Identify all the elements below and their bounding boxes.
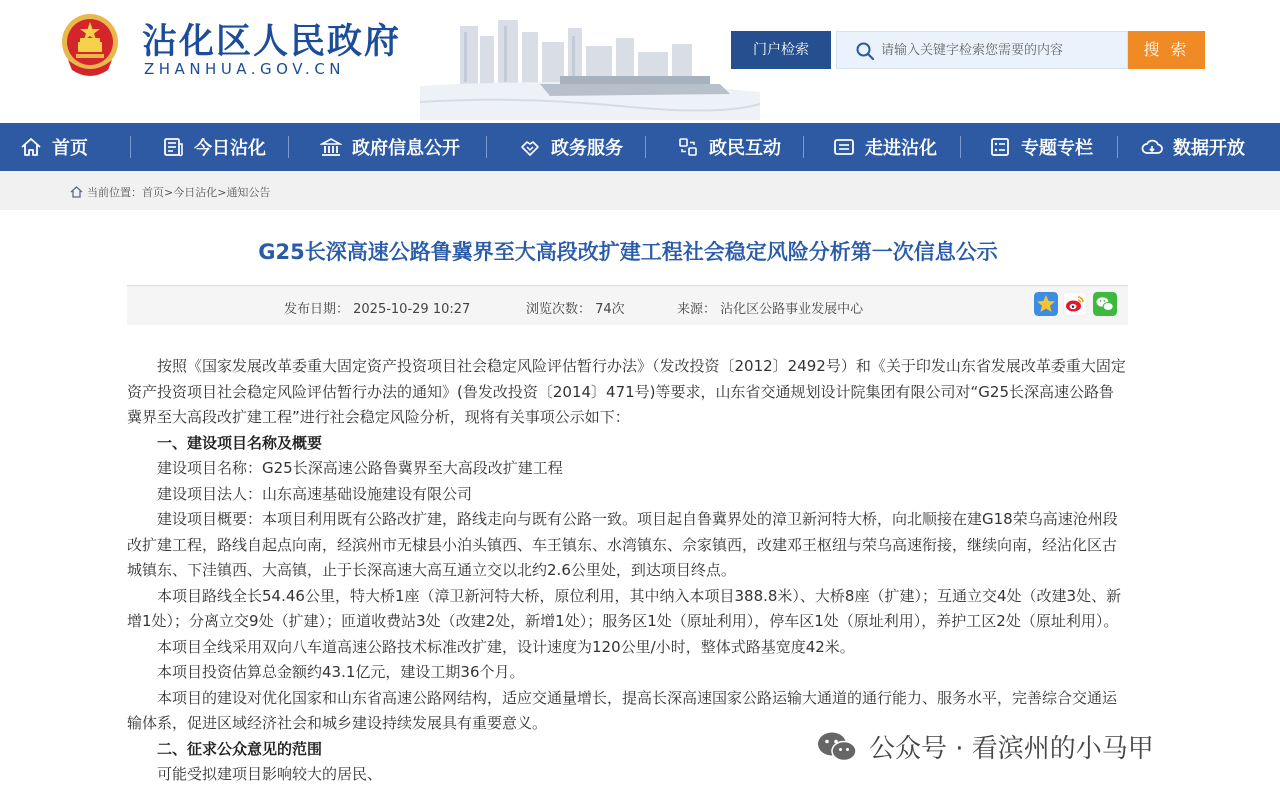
search-button[interactable]: 搜 索 xyxy=(1128,31,1205,69)
wechat-share-icon[interactable] xyxy=(1093,292,1117,316)
view-count: 浏览次数： 74次 xyxy=(526,302,625,317)
card-icon xyxy=(833,136,855,158)
breadcrumb-prefix: 当前位置： xyxy=(87,186,142,199)
nav-label: 专题专栏 xyxy=(1021,138,1093,159)
watermark xyxy=(815,728,1154,765)
section-heading: 一、建设项目名称及概要 xyxy=(157,433,323,452)
breadcrumb-separator: > xyxy=(164,185,174,199)
site-domain: ZHANHUA.GOV.CN xyxy=(144,60,346,78)
nav-label: 走进沾化 xyxy=(865,138,937,159)
paragraph: 本项目路线全长54.46公里，特大桥1座（漳卫新河特大桥，原位利用，其中纳入本项目388.8米）、大桥8座（扩建）；互通立交4处（改建3处、新增1处）；分离立交9处（扩建）；匝道收费站3处（改建2处，新增1处）；服务区1处（原址利用），停车区1处（原址利用），养护工区2处（原址利用）。 xyxy=(127,586,1122,630)
site-header xyxy=(0,0,1280,123)
handshake-icon xyxy=(519,136,541,158)
nav-divider xyxy=(803,136,804,158)
article-title: G25长深高速公路鲁冀界至大高段改扩建工程社会稳定风险分析第一次信息公示 xyxy=(258,240,998,264)
weibo-share-icon[interactable] xyxy=(1063,292,1087,316)
breadcrumb-home-link[interactable]: 首页 xyxy=(142,186,164,199)
nav-divider xyxy=(288,136,289,158)
article-body xyxy=(127,354,1128,788)
nav-label: 政民互动 xyxy=(709,138,781,159)
qzone-share-icon[interactable] xyxy=(1034,292,1058,316)
nav-item-open-data[interactable] xyxy=(1141,123,1245,171)
nav-item-about[interactable] xyxy=(833,123,937,171)
nav-divider xyxy=(645,136,646,158)
paragraph: 本项目的建设对优化国家和山东省高速公路网结构，适应交通量增长，提高长深高速国家公路运输大通道的通行能力、服务水平，完善综合交通运输体系，促进区域经济社会和城乡建设持续发展具有重要意义。 xyxy=(127,688,1118,732)
article-meta-bar xyxy=(127,285,1128,325)
nav-divider xyxy=(130,136,131,158)
search-box xyxy=(836,31,1128,69)
paragraph: 建设项目法人：山东高速基础设施建设有限公司 xyxy=(157,484,473,503)
main-nav xyxy=(0,123,1280,171)
breadcrumb-current-link[interactable]: 通知公告 xyxy=(226,186,271,199)
wechat-icon xyxy=(815,729,859,765)
nav-item-interaction[interactable] xyxy=(677,123,781,171)
watermark-text: 公众号 · 看滨州的小马甲 xyxy=(869,734,1154,764)
nav-item-gov-info[interactable] xyxy=(320,123,460,171)
home-icon xyxy=(20,136,42,158)
city-skyline-banner xyxy=(420,6,760,120)
paragraph: 本项目全线采用双向八车道高速公路技术标准改扩建，设计速度为120公里/小时，整体式路基宽度42米。 xyxy=(157,637,855,656)
national-emblem-icon xyxy=(58,12,122,80)
nav-label: 政府信息公开 xyxy=(352,138,460,159)
paragraph: 按照《国家发展改革委重大固定资产投资项目社会稳定风险评估暂行办法》（发改投资〔2012〕2492号）和《关于印发山东省发展改革委重大固定资产投资项目社会稳定风险评估暂行办法的通知》(鲁发改投资〔2014〕471号)等要求，山东省交通规划设计院集团有限公司对“G25长深高速公路鲁冀界至大高段改扩建工程”进行社会稳定风险分析，现将有关事项公示如下： xyxy=(127,357,1126,426)
paragraph: 建设项目名称：G25长深高速公路鲁冀界至大高段改扩建工程 xyxy=(157,459,563,477)
nav-label: 政务服务 xyxy=(551,138,623,159)
breadcrumb-bar xyxy=(0,171,1280,210)
nav-item-topics[interactable] xyxy=(989,123,1093,171)
nav-divider xyxy=(1117,136,1118,158)
nav-divider xyxy=(960,136,961,158)
nav-item-today[interactable] xyxy=(162,123,266,171)
nav-item-services[interactable] xyxy=(519,123,623,171)
portal-search-button[interactable]: 门户检索 xyxy=(731,31,831,69)
breadcrumb-separator: > xyxy=(217,185,227,199)
search-icon xyxy=(855,41,875,61)
cloud-icon xyxy=(1141,136,1163,158)
breadcrumb-section-link[interactable]: 今日沾化 xyxy=(173,186,218,199)
government-icon xyxy=(320,136,342,158)
section-heading: 二、征求公众意见的范围 xyxy=(157,739,323,758)
nav-label: 今日沾化 xyxy=(194,138,266,159)
article-source: 来源： 沾化区公路事业发展中心 xyxy=(677,302,864,317)
nav-label: 数据开放 xyxy=(1173,138,1245,159)
news-icon xyxy=(162,136,184,158)
nav-label: 首页 xyxy=(52,138,88,159)
nav-item-home[interactable] xyxy=(20,123,88,171)
list-icon xyxy=(989,136,1011,158)
site-name[interactable]: 沾化区人民政府 xyxy=(142,22,402,62)
interaction-icon xyxy=(677,136,699,158)
home-icon xyxy=(70,186,83,198)
search-input[interactable] xyxy=(881,32,1121,68)
paragraph: 可能受拟建项目影响较大的居民、 xyxy=(157,765,383,783)
breadcrumb xyxy=(70,184,270,200)
nav-divider xyxy=(486,136,487,158)
paragraph: 建设项目概要：本项目利用既有公路改扩建，路线走向与既有公路一致。项目起自鲁冀界处的漳卫新河特大桥，向北顺接在建G18荣乌高速沧州段改扩建工程，路线自起点向南，经滨州市无棣县小泊头镇西、车王镇东、水湾镇东、佘家镇西，改建邓王枢纽与荣乌高速衔接，继续向南，经沾化区古城镇东、下洼镇西、大高镇，止于长深高速大高互通立交以北约2.6公里处，到达项目终点。 xyxy=(127,510,1118,579)
publish-date: 发布日期： 2025-10-29 10:27 xyxy=(284,302,471,317)
paragraph: 本项目投资估算总金额约43.1亿元，建设工期36个月。 xyxy=(157,663,525,681)
